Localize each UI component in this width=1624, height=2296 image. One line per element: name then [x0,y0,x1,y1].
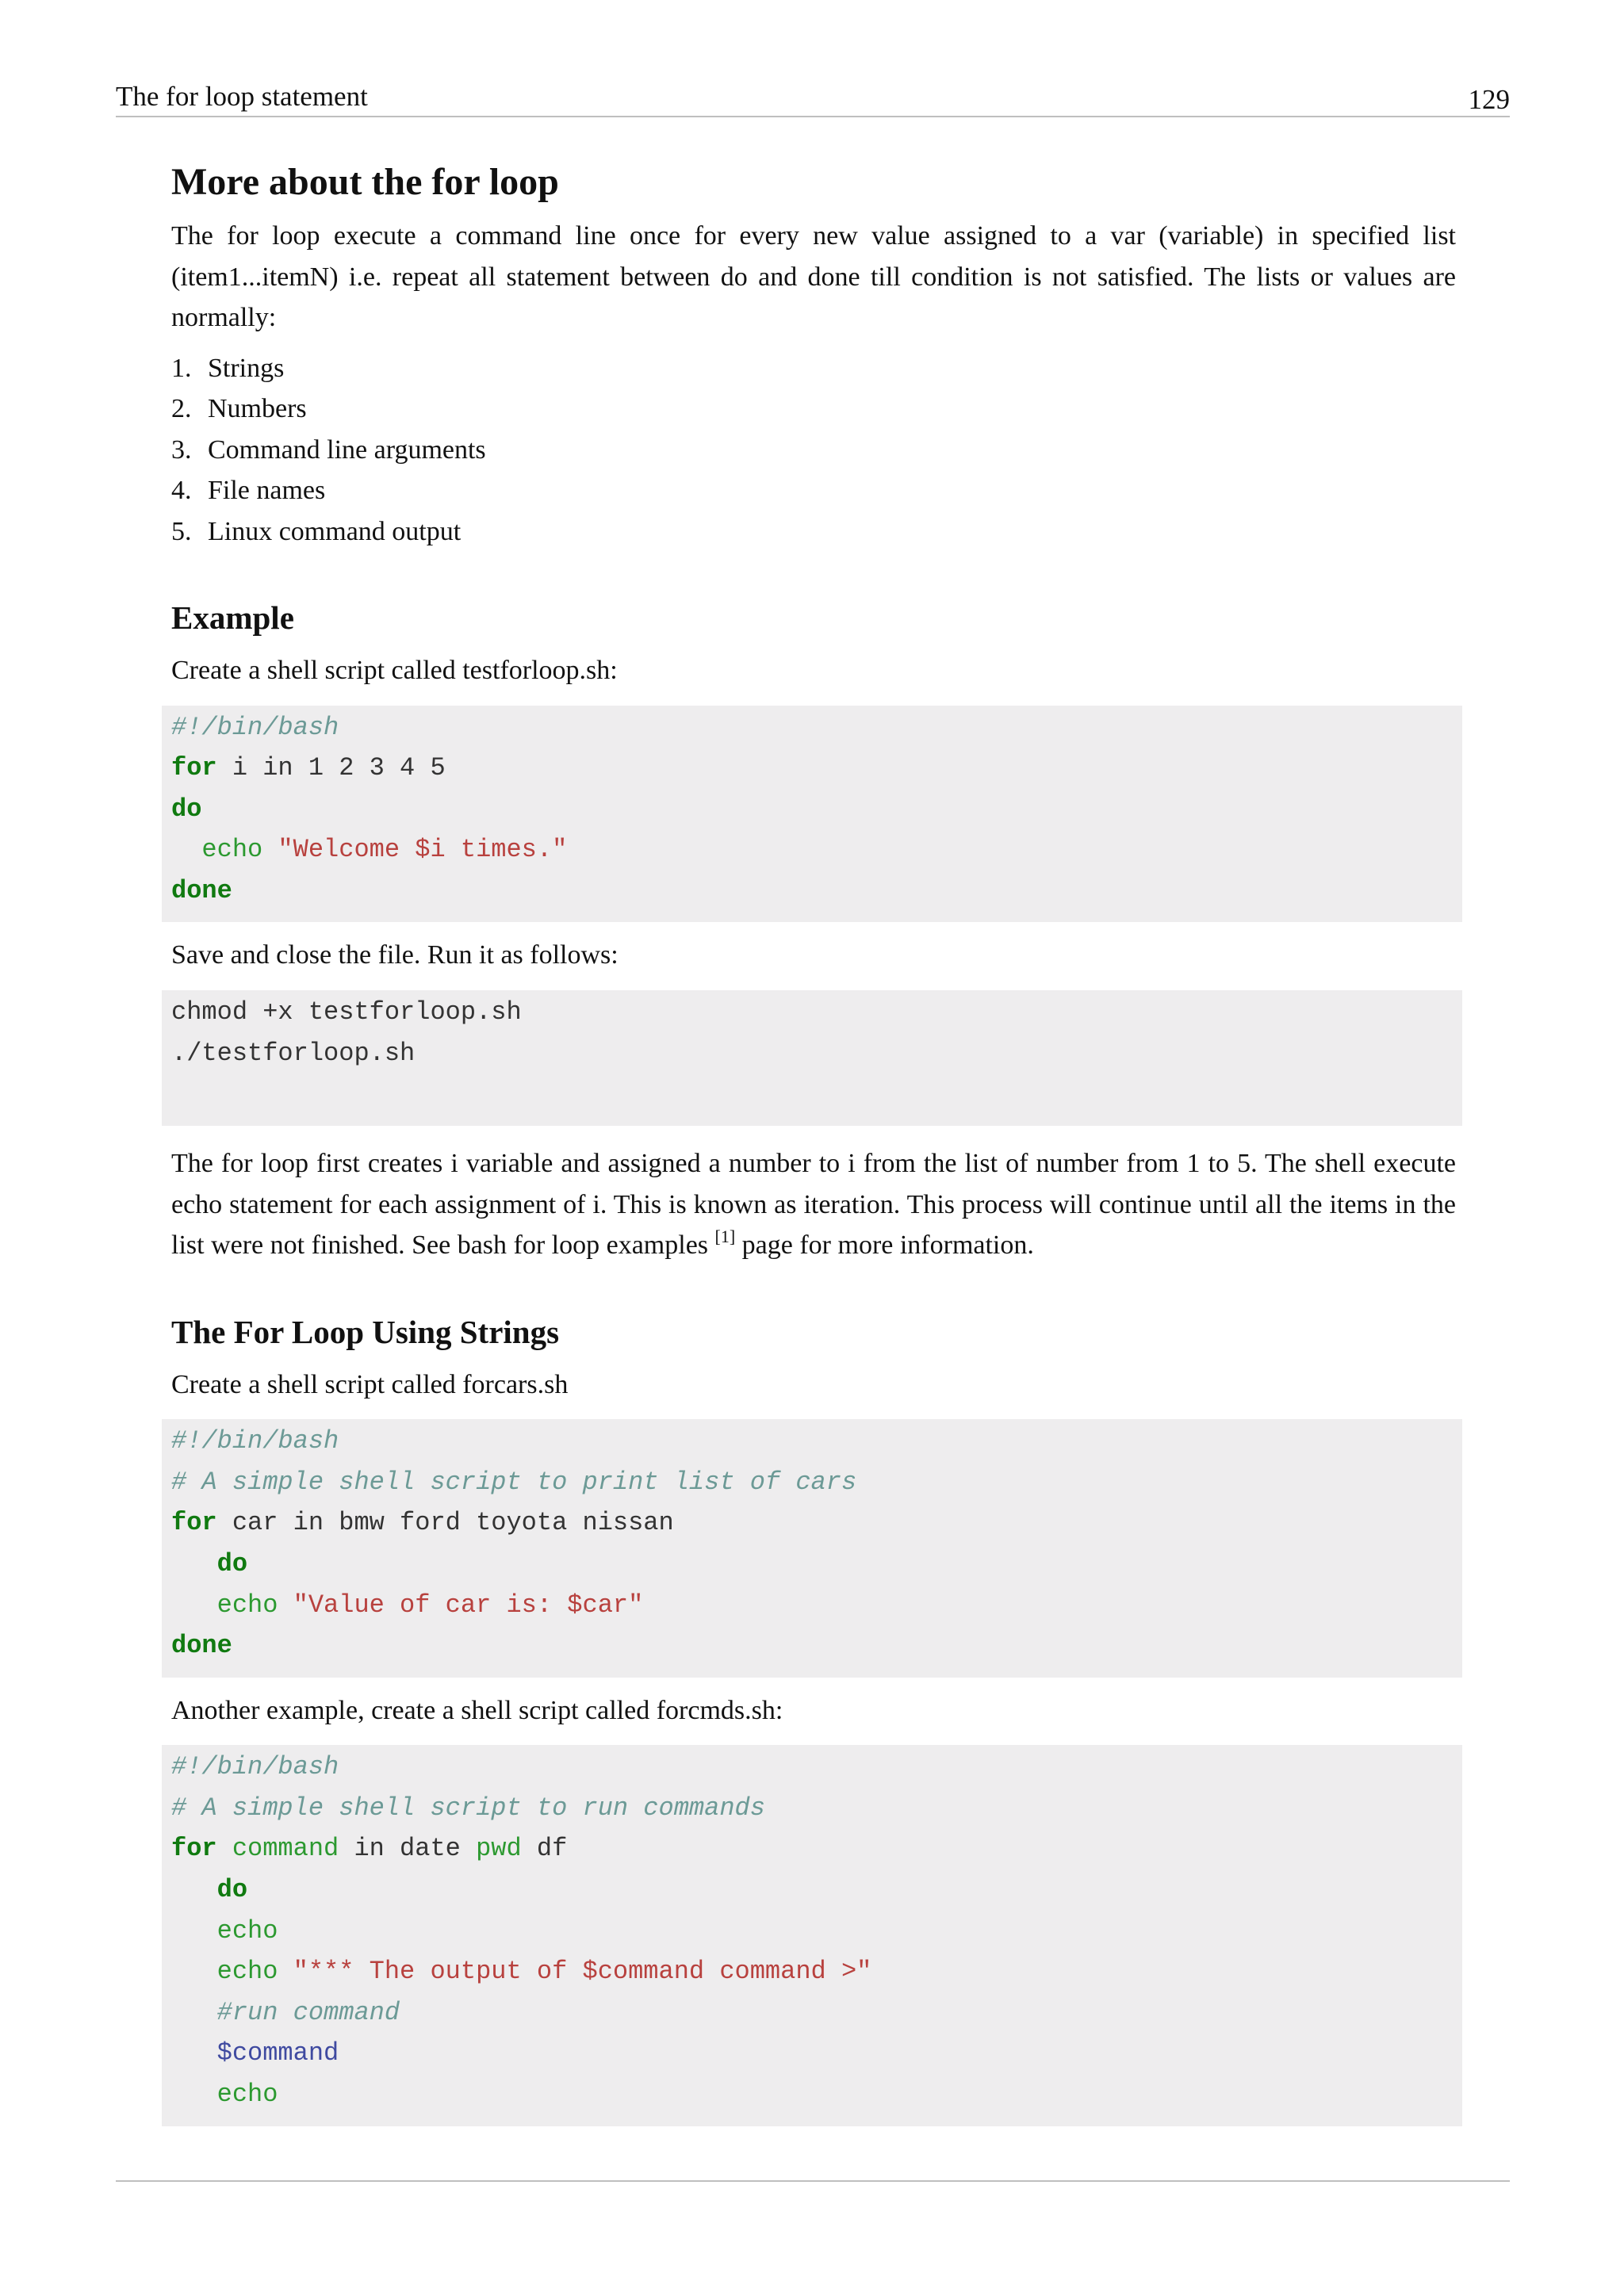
code-builtin: command [232,1834,339,1864]
example-lead-text: Create a shell script called testforloop.sh: [171,656,618,685]
code-block-run-commands [162,990,1462,1126]
code-variable: $command [216,2038,339,2068]
code-indent [171,2080,217,2109]
code-line [171,871,1453,912]
page-number: 129 [1468,84,1510,115]
list-item [171,430,1456,471]
code-line [171,1828,1453,1869]
code-line [171,1421,1453,1462]
list-item-text: File names [208,476,326,505]
code-indent [171,1549,217,1578]
code-line [171,1951,1453,1992]
run-instructions-text: Save and close the file. Run it as follows: [171,940,619,970]
list-item-text: Strings [208,353,285,383]
code-keyword: done [171,875,232,905]
list-item [171,348,1456,389]
list-item-text: Command line arguments [208,434,486,465]
code-line [171,1911,1453,1952]
code-space [278,1957,293,1986]
code-indent [171,835,201,864]
code-line [171,1625,1453,1667]
list-item-text: Linux command output [208,516,462,546]
code-text: i in 1 2 3 4 5 [216,753,446,783]
another-example-text: Another example, create a shell script called forcmds.sh: [171,1695,783,1725]
code-indent [171,1875,217,1904]
running-header [116,78,1510,117]
code-line [171,1992,1453,2034]
code-keyword: do [216,1875,248,1904]
code-comment: #run command [216,1997,400,2027]
code-line [171,1747,1453,1788]
code-line [171,748,1453,789]
code-indent [171,1590,217,1620]
code-line [171,789,1453,830]
code-text: ./testforloop.sh [171,1038,416,1068]
code-keyword: do [216,1548,248,1578]
code-space [262,835,278,864]
code-builtin: echo [216,1957,278,1987]
explanation-text-end: page for more information. [735,1230,1034,1261]
code-keyword: do [171,794,202,824]
code-builtin: echo [216,1590,278,1620]
code-line [171,1033,1453,1074]
code-keyword: done [171,1631,232,1661]
footnote-reference: [1] [714,1226,736,1247]
list-item-number: 5. [171,516,192,546]
code-comment: # A simple shell script to print list of cars [171,1467,857,1497]
example-heading: Example [171,599,294,636]
code-comment: # A simple shell script to run commands [171,1793,765,1823]
code-space [278,1590,293,1620]
code-space [217,1834,232,1863]
code-indent [171,2038,217,2068]
code-text: in date [339,1834,477,1864]
code-builtin: pwd [476,1834,522,1864]
explanation-paragraph [171,1143,1456,1266]
code-line [171,992,1453,1033]
code-shebang: #!/bin/bash [171,712,339,742]
code-line [171,2033,1453,2074]
code-line [171,2074,1453,2115]
footer-rule [116,2180,1510,2182]
list-item [171,511,1456,553]
list-item-number: 3. [171,434,192,465]
code-shebang: #!/bin/bash [171,1426,339,1456]
list-item-number: 4. [171,476,192,505]
strings-lead-text: Create a shell script called forcars.sh [171,1369,569,1399]
list-item [171,388,1456,430]
code-indent [171,1957,217,1986]
running-header-title: The for loop statement [116,81,368,112]
code-indent [171,1998,217,2027]
code-text: chmod +x testforloop.sh [171,997,522,1027]
code-line [171,1585,1453,1626]
code-line [171,707,1453,748]
code-block-testforloop [162,706,1462,923]
list-item-text: Numbers [208,394,307,423]
code-builtin: echo [216,2079,278,2109]
code-keyword: for [171,1834,217,1864]
code-block-forcars [162,1419,1462,1678]
code-builtin: echo [216,1915,278,1946]
code-keyword: for [171,1508,217,1538]
list-item-number: 1. [171,353,192,383]
section-title: More about the for loop [171,161,559,203]
main-content [171,159,1456,2126]
code-indent [171,1916,217,1946]
strings-section-heading: The For Loop Using Strings [171,1313,560,1350]
code-keyword: for [171,753,217,783]
code-line [171,1788,1453,1829]
code-line [171,1544,1453,1585]
code-string: "Value of car is: $car" [293,1590,644,1620]
code-string: "*** The output of $command command >" [293,1957,872,1987]
code-text: car in bmw ford toyota nissan [216,1508,674,1538]
code-shebang: #!/bin/bash [171,1752,339,1782]
code-string: "Welcome $i times." [278,835,568,865]
code-builtin: echo [201,835,263,865]
list-item [171,470,1456,511]
code-block-forcmds [162,1745,1462,2126]
code-text: df [521,1834,568,1864]
explanation-text: The for loop first creates i variable and assigned a number to i from the list of number from 1 to 5. The shell execute echo statement for each assignment of i. This is known as iteration. This process will continue until all the items in the list were not finished. See bash for loop examples [171,1149,1456,1261]
code-line [171,1462,1453,1503]
intro-paragraph: The for loop execute a command line once for every new value assigned to a var (variable) in specified list (item1...itemN) i.e. repeat all statement between do and done till condition is not satisfied. The lists or values are normally: [171,221,1456,332]
code-line [171,829,1453,871]
value-types-list [171,348,1456,553]
code-line [171,1869,1453,1911]
list-item-number: 2. [171,394,192,423]
code-line [171,1502,1453,1544]
